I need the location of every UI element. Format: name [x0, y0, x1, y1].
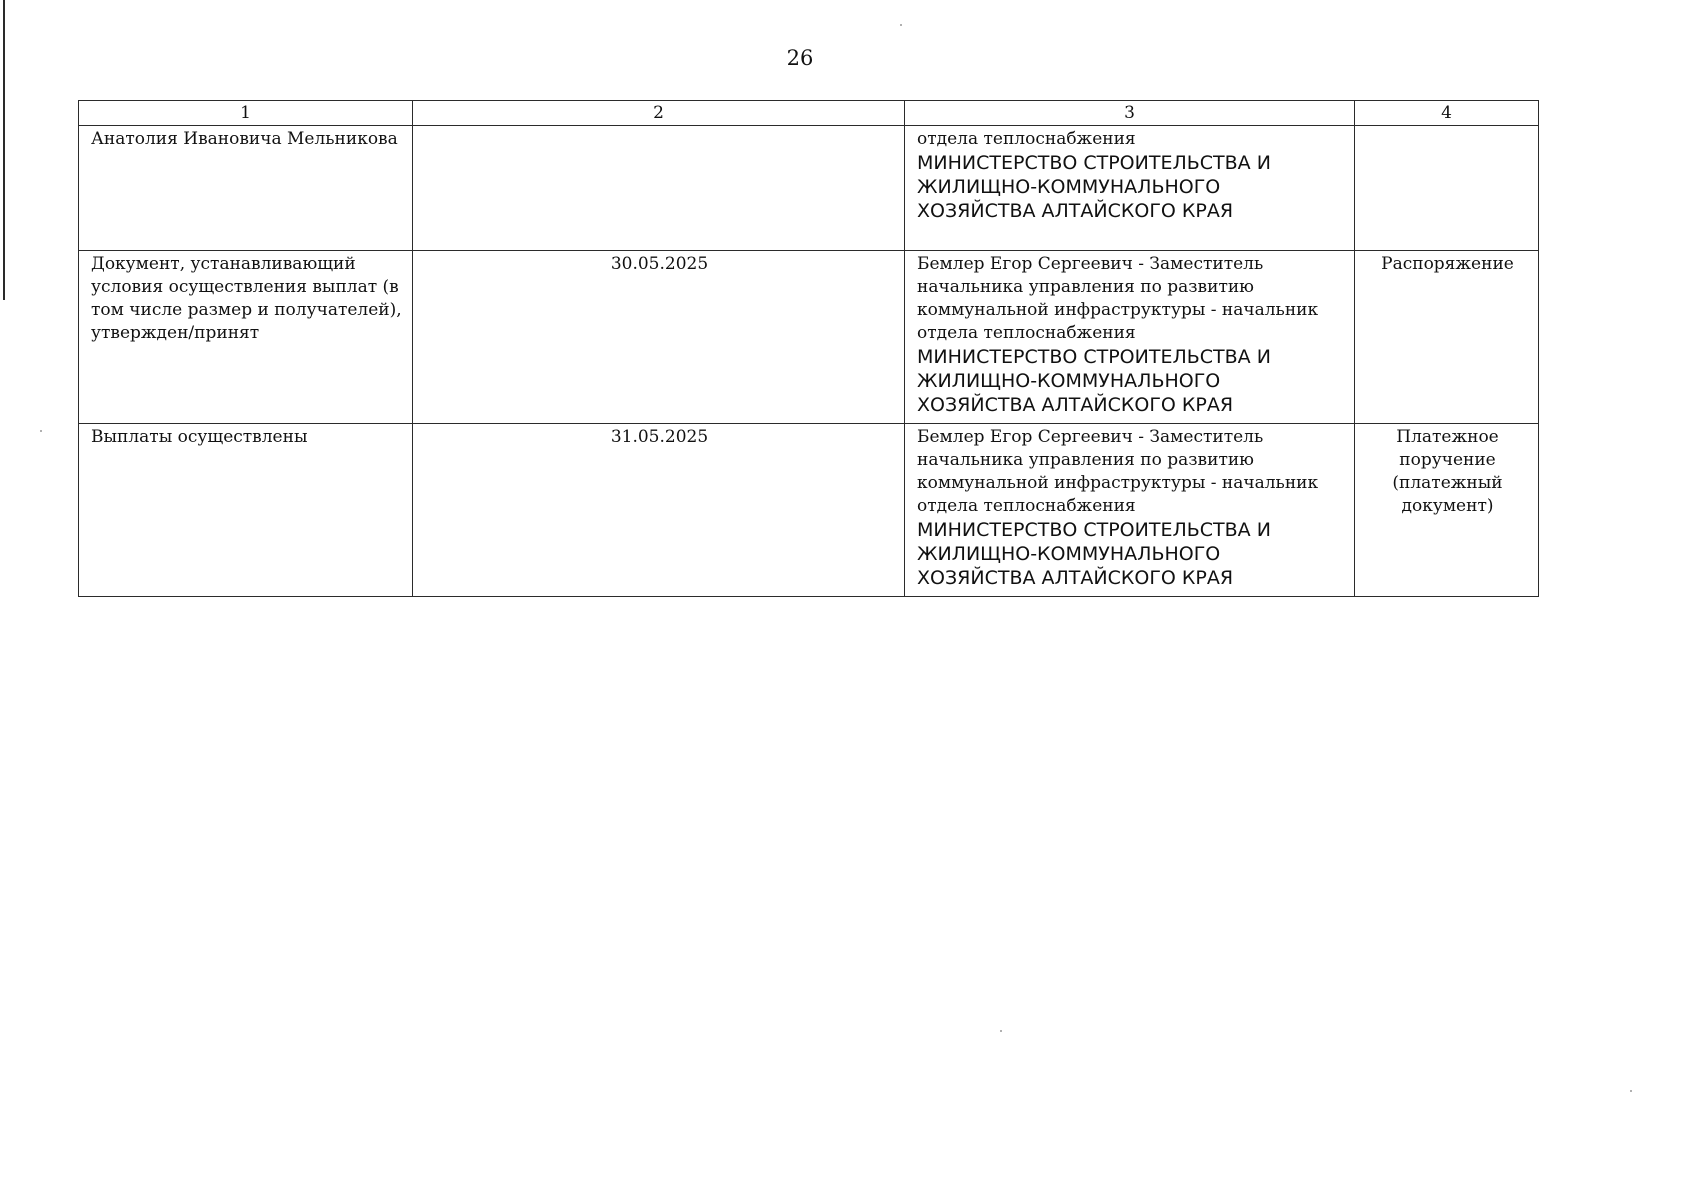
date-cell: 31.05.2025 — [413, 424, 905, 597]
column-header-2: 2 — [413, 101, 905, 126]
column-header-4: 4 — [1355, 101, 1539, 126]
page-number: 26 — [786, 46, 814, 70]
date-cell — [413, 126, 905, 251]
scan-left-edge — [3, 0, 5, 300]
table-header-row — [79, 101, 1539, 126]
control-points-table — [78, 100, 1539, 597]
responsible-text: отдела теплоснабжения — [917, 129, 1136, 149]
doc-type-cell: Распоряжение — [1355, 251, 1539, 424]
column-header-3: 3 — [905, 101, 1355, 126]
ministry-name: МИНИСТЕРСТВО СТРОИТЕЛЬСТВА И ЖИЛИЩНО-КОММУНАЛЬНОГО ХОЗЯЙСТВА АЛТАЙСКОГО КРАЯ — [917, 519, 1271, 589]
doc-type-cell — [1355, 126, 1539, 251]
table-row — [79, 424, 1539, 597]
doc-type-cell: Платежное поручение (платежный документ) — [1355, 424, 1539, 597]
ministry-name: МИНИСТЕРСТВО СТРОИТЕЛЬСТВА И ЖИЛИЩНО-КОММУНАЛЬНОГО ХОЗЯЙСТВА АЛТАЙСКОГО КРАЯ — [917, 346, 1271, 416]
event-cell: Выплаты осуществлены — [79, 424, 413, 597]
responsible-text: Бемлер Егор Сергеевич - Заместитель начальника управления по развитию коммунальной инфраструктуры - начальник отдела теплоснабжения — [917, 427, 1319, 516]
scan-speck — [40, 430, 42, 432]
event-cell: Документ, устанавливающий условия осуществления выплат (в том числе размер и получателей), утвержден/принят — [79, 251, 413, 424]
responsible-cell — [905, 424, 1355, 597]
scan-speck — [1000, 1030, 1002, 1032]
scan-speck — [1630, 1090, 1632, 1092]
responsible-cell — [905, 126, 1355, 251]
scan-speck — [900, 24, 902, 26]
table-row — [79, 126, 1539, 251]
event-cell: Анатолия Ивановича Мельникова — [79, 126, 413, 251]
responsible-cell — [905, 251, 1355, 424]
table-row — [79, 251, 1539, 424]
ministry-name: МИНИСТЕРСТВО СТРОИТЕЛЬСТВА И ЖИЛИЩНО-КОММУНАЛЬНОГО ХОЗЯЙСТВА АЛТАЙСКОГО КРАЯ — [917, 152, 1271, 222]
column-header-1: 1 — [79, 101, 413, 126]
responsible-text: Бемлер Егор Сергеевич - Заместитель начальника управления по развитию коммунальной инфраструктуры - начальник отдела теплоснабжения — [917, 254, 1319, 343]
date-cell: 30.05.2025 — [413, 251, 905, 424]
